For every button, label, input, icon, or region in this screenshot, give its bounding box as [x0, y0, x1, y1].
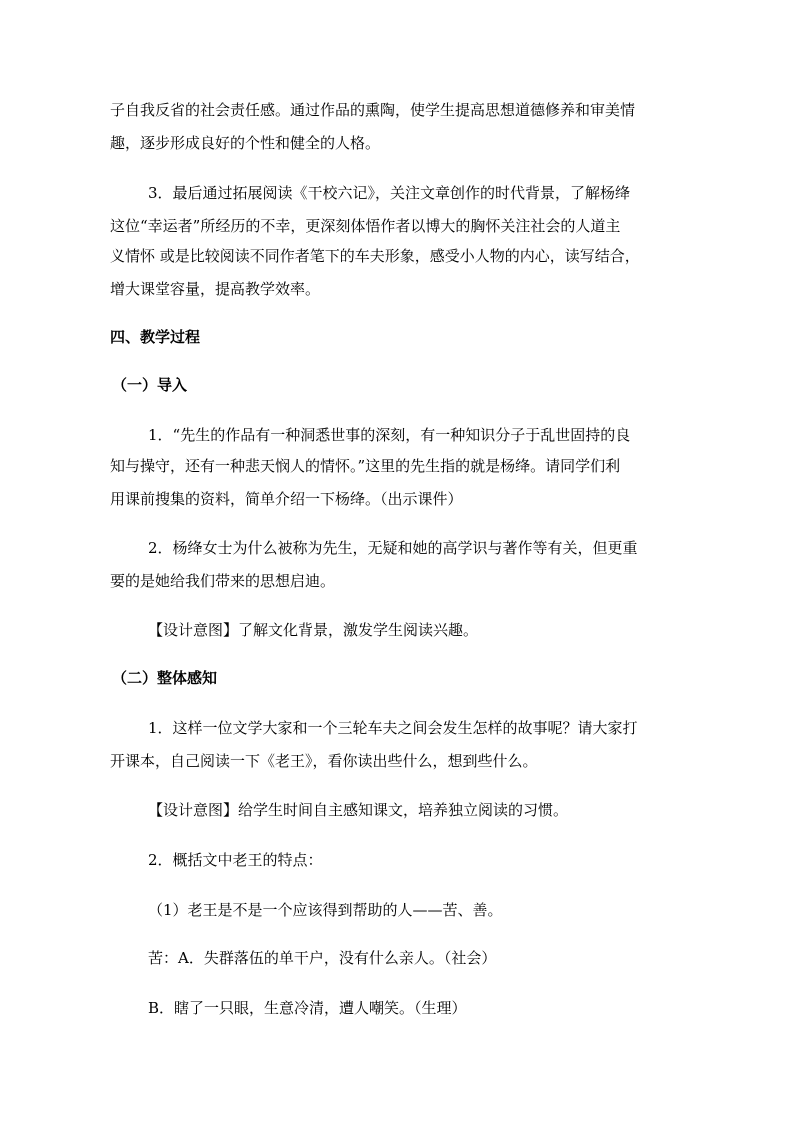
- design-intent-note: 【设计意图】给学生时间自主感知课文，培养独立阅读的习惯。: [148, 801, 569, 819]
- paragraph-line: 要的是她给我们带来的思想启迪。: [110, 572, 336, 590]
- subsection-heading: （一）导入: [112, 376, 188, 394]
- paragraph-line: 2．杨绛女士为什么被称为先生，无疑和她的高学识与著作等有关，但更重: [148, 539, 638, 557]
- paragraph-line: 2．概括文中老王的特点：: [148, 851, 323, 869]
- subsection-heading: （二）整体感知: [112, 669, 218, 687]
- paragraph-line: 义情怀 或是比较阅读不同作者笔下的车夫形象，感受小人物的内心，读写结合，: [110, 247, 640, 265]
- paragraph-line: 用课前搜集的资料，简单介绍一下杨绛。（出示课件）: [110, 490, 463, 508]
- paragraph-line: 3．最后通过拓展阅读《干校六记》，关注文章创作的时代背景，了解杨绛: [148, 184, 631, 202]
- paragraph-line: 苦：A．失群落伍的单干户，没有什么亲人。（社会）: [148, 949, 497, 967]
- paragraph-line: 增大课堂容量，提高教学效率。: [110, 280, 321, 298]
- paragraph-line: （1）老王是不是一个应该得到帮助的人——苦、善。: [148, 901, 503, 919]
- paragraph-line: B．瞎了一只眼，生意冷清，遭人嘲笑。（生理）: [148, 999, 467, 1017]
- paragraph-line: 开课本，自己阅读一下《老王》，看你读出些什么，想到些什么。: [110, 752, 538, 770]
- paragraph-line: 1．“先生的作品有一种洞悉世事的深刻，有一种知识分子于乱世固持的良: [148, 426, 631, 444]
- paragraph-line: 这位“幸运者”所经历的不幸，更深刻体悟作者以博大的胸怀关注社会的人道主: [110, 217, 621, 235]
- design-intent-note: 【设计意图】了解文化背景，激发学生阅读兴趣。: [148, 621, 479, 639]
- paragraph-line: 子自我反省的社会责任感。通过作品的熏陶，使学生提高思想道德修养和审美情: [110, 101, 636, 119]
- paragraph-line: 1．这样一位文学大家和一个三轮车夫之间会发生怎样的故事呢？请大家打: [148, 719, 638, 737]
- section-heading: 四、教学过程: [110, 328, 201, 346]
- paragraph-line: 趣，逐步形成良好的个性和健全的人格。: [110, 134, 381, 152]
- paragraph-line: 知与操守，还有一种悲天悯人的情怀。”这里的先生指的就是杨绛。请同学们利: [110, 457, 621, 475]
